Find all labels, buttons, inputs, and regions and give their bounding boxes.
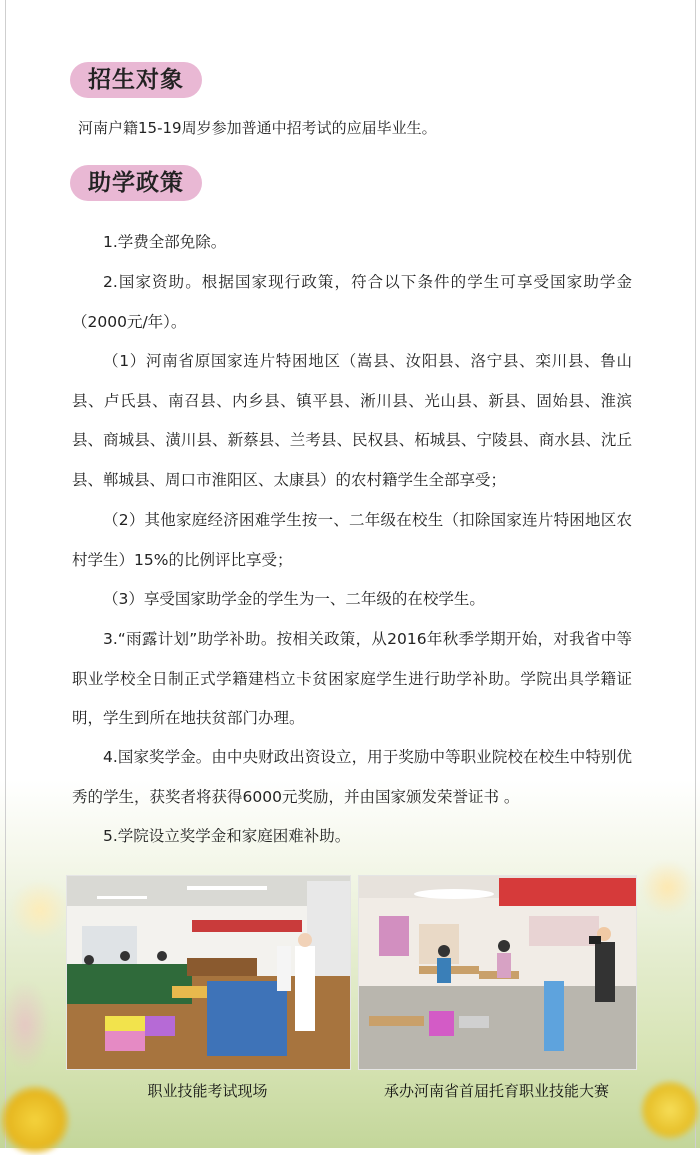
aid-item-tuition: 1.学费全部免除。 [103,233,227,251]
decor-bokeh [10,880,70,940]
aid-item-yulu-plan: 3.“雨露计划”助学补助。按相关政策，从2016年秋季学期开始，对我省中等职业学校全日制正式学籍建档立卡贫困家庭学生进行助学补助。学院出具学籍证明，学生到所在地扶贫部门办理。 [72,630,632,728]
enrollment-heading: 招生对象 [70,62,202,98]
decor-flower [640,1080,700,1140]
competition-illustration [359,876,636,1069]
aid-policy-heading: 助学政策 [70,165,202,201]
competition-photo [358,875,637,1070]
aid-item-national-grant: 2.国家资助。根据国家现行政策，符合以下条件的学生可享受国家助学金（2000元/年）。 [72,273,632,331]
aid-item-national-scholarship: 4.国家奖学金。由中央财政出资设立，用于奖励中等职业院校在校生中特别优秀的学生，获奖者将获得6000元奖励，并由国家颁发荣誉证书 。 [72,748,632,806]
aid-item-college-scholarship: 5.学院设立奖学金和家庭困难补助。 [103,827,351,845]
exam-site-photo [66,875,351,1070]
exam-site-illustration [67,876,350,1069]
exam-site-caption: 职业技能考试现场 [147,1082,268,1100]
aid-item-other-students: （2）其他家庭经济困难学生按一、二年级在校生（扣除国家连片特困地区农村学生）15%的比例评比享受； [72,511,632,569]
left-border [5,0,6,1148]
decor-bokeh [0,980,50,1070]
aid-item-eligible-years: （3）享受国家助学金的学生为一、二年级的在校学生。 [103,590,485,608]
decor-flower [0,1085,70,1155]
competition-caption: 承办河南省首届托育职业技能大赛 [383,1082,609,1100]
decor-bokeh [640,860,695,915]
right-border [695,0,696,1148]
enrollment-text: 河南户籍15-19周岁参加普通中招考试的应届毕业生。 [78,119,437,137]
aid-item-poverty-areas: （1）河南省原国家连片特困地区（嵩县、汝阳县、洛宁县、栾川县、鲁山县、卢氏县、南召县、内乡县、镇平县、淅川县、光山县、新县、固始县、淮滨县、商城县、潢川县、新蔡县、兰考县、民权县、柘城县、宁陵县、商水县、沈丘县、郸城县、周口市淮阳区、太康县）的农村籍学生全部享受； [72,352,632,489]
